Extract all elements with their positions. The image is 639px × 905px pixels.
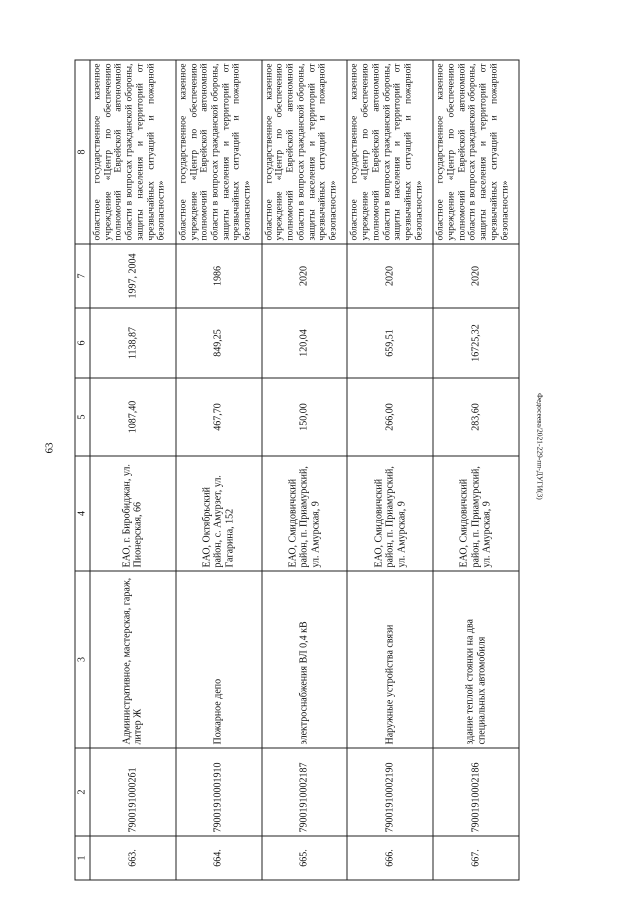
row-number: 667. xyxy=(433,836,519,880)
column-header: 3 xyxy=(75,571,90,748)
object-value: 1138,87 xyxy=(90,308,176,378)
row-number: 663. xyxy=(90,836,176,880)
object-year: 2020 xyxy=(262,244,348,308)
object-area: 1087,40 xyxy=(90,378,176,456)
object-name: электроснабжения ВЛ 0,4 кВ xyxy=(262,571,348,748)
object-address: ЕАО, Октябрьский район, с. Амурзет, ул. Гагарина, 152 xyxy=(176,456,262,571)
object-value: 849,25 xyxy=(176,308,262,378)
object-area: 283,60 xyxy=(433,378,519,456)
registry-code: 79001910002186 xyxy=(433,748,519,836)
table-row xyxy=(90,60,176,880)
object-address: ЕАО, Смидовичский район, п. Приамурский, ул. Амурская, 9 xyxy=(262,456,348,571)
object-year: 2020 xyxy=(433,244,519,308)
object-holder: областное государственное казенное учреждение «Центр по обеспечению полномочий Еврейской автономной области в вопросах гражданской обороны, защиты населения и территорий от чрезвычайных ситуаций и пожарной безопасности» xyxy=(433,60,519,244)
property-table-wrapper xyxy=(75,60,520,880)
object-address: ЕАО, Смидовичский район, п. Приамурский, ул. Амурская, 9 xyxy=(433,456,519,571)
row-number: 665. xyxy=(262,836,348,880)
row-number: 664. xyxy=(176,836,262,880)
column-header: 2 xyxy=(75,748,90,836)
object-year: 2020 xyxy=(347,244,433,308)
object-holder: областное государственное казенное учреждение «Центр по обеспечению полномочий Еврейской автономной области в вопросах гражданской обороны, защиты населения и территорий от чрезвычайных ситуаций и пожарной безопасности» xyxy=(262,60,348,244)
object-area: 266,00 xyxy=(347,378,433,456)
object-value: 16725,32 xyxy=(433,308,519,378)
registry-code: 79001910001910 xyxy=(176,748,262,836)
column-header: 4 xyxy=(75,456,90,571)
object-name: Административное, мастерская, гараж, литер Ж xyxy=(90,571,176,748)
column-header: 5 xyxy=(75,378,90,456)
object-name: Пожарное депо xyxy=(176,571,262,748)
object-address: ЕАО, Смидовичский район, п. Приамурский, ул. Амурская, 9 xyxy=(347,456,433,571)
object-value: 659,51 xyxy=(347,308,433,378)
object-area: 467,70 xyxy=(176,378,262,456)
object-value: 120,04 xyxy=(262,308,348,378)
column-header: 7 xyxy=(75,244,90,308)
table-row xyxy=(176,60,262,880)
registry-code: 79001910002б1 xyxy=(90,748,176,836)
page-number: 63 xyxy=(43,442,56,454)
object-year: 1997, 2004 xyxy=(90,244,176,308)
table-row xyxy=(347,60,433,880)
object-address: ЕАО, г. Биробиджан, ул. Пионерская, 66 xyxy=(90,456,176,571)
column-header: 1 xyxy=(75,836,90,880)
object-year: 1986 xyxy=(176,244,262,308)
object-holder: областное государственное казенное учреждение «Центр по обеспечению полномочий Еврейской автономной области в вопросах гражданской обороны, защиты населения и территорий от чрезвычайных ситуаций и пожарной безопасности» xyxy=(176,60,262,244)
registry-code: 79001910002187 xyxy=(262,748,348,836)
object-area: 150,00 xyxy=(262,378,348,456)
property-table xyxy=(75,59,520,880)
object-name: здание теплой стоянки на два специальных автомобиля xyxy=(433,571,519,748)
table-row xyxy=(433,60,519,880)
object-holder: областное государственное казенное учреждение «Центр по обеспечению полномочий Еврейской автономной области в вопросах гражданской обороны, защиты населения и территорий от чрезвычайных ситуаций и пожарной безопасности» xyxy=(347,60,433,244)
table-row xyxy=(262,60,348,880)
registry-code: 79001910002190 xyxy=(347,748,433,836)
column-number-header xyxy=(75,60,90,880)
row-number: 666. xyxy=(347,836,433,880)
document-id: Федосеева/2021-229-пп-ДУГИ(3) xyxy=(535,393,545,500)
column-header: 6 xyxy=(75,308,90,378)
object-name: Наружные устройства связи xyxy=(347,571,433,748)
object-holder: областное государственное казенное учреждение «Центр по обеспечению полномочий Еврейской автономной области в вопросах гражданской обороны, защиты населения и территорий от чрезвычайных ситуаций и пожарной безопасности» xyxy=(90,60,176,244)
column-header: 8 xyxy=(75,60,90,244)
